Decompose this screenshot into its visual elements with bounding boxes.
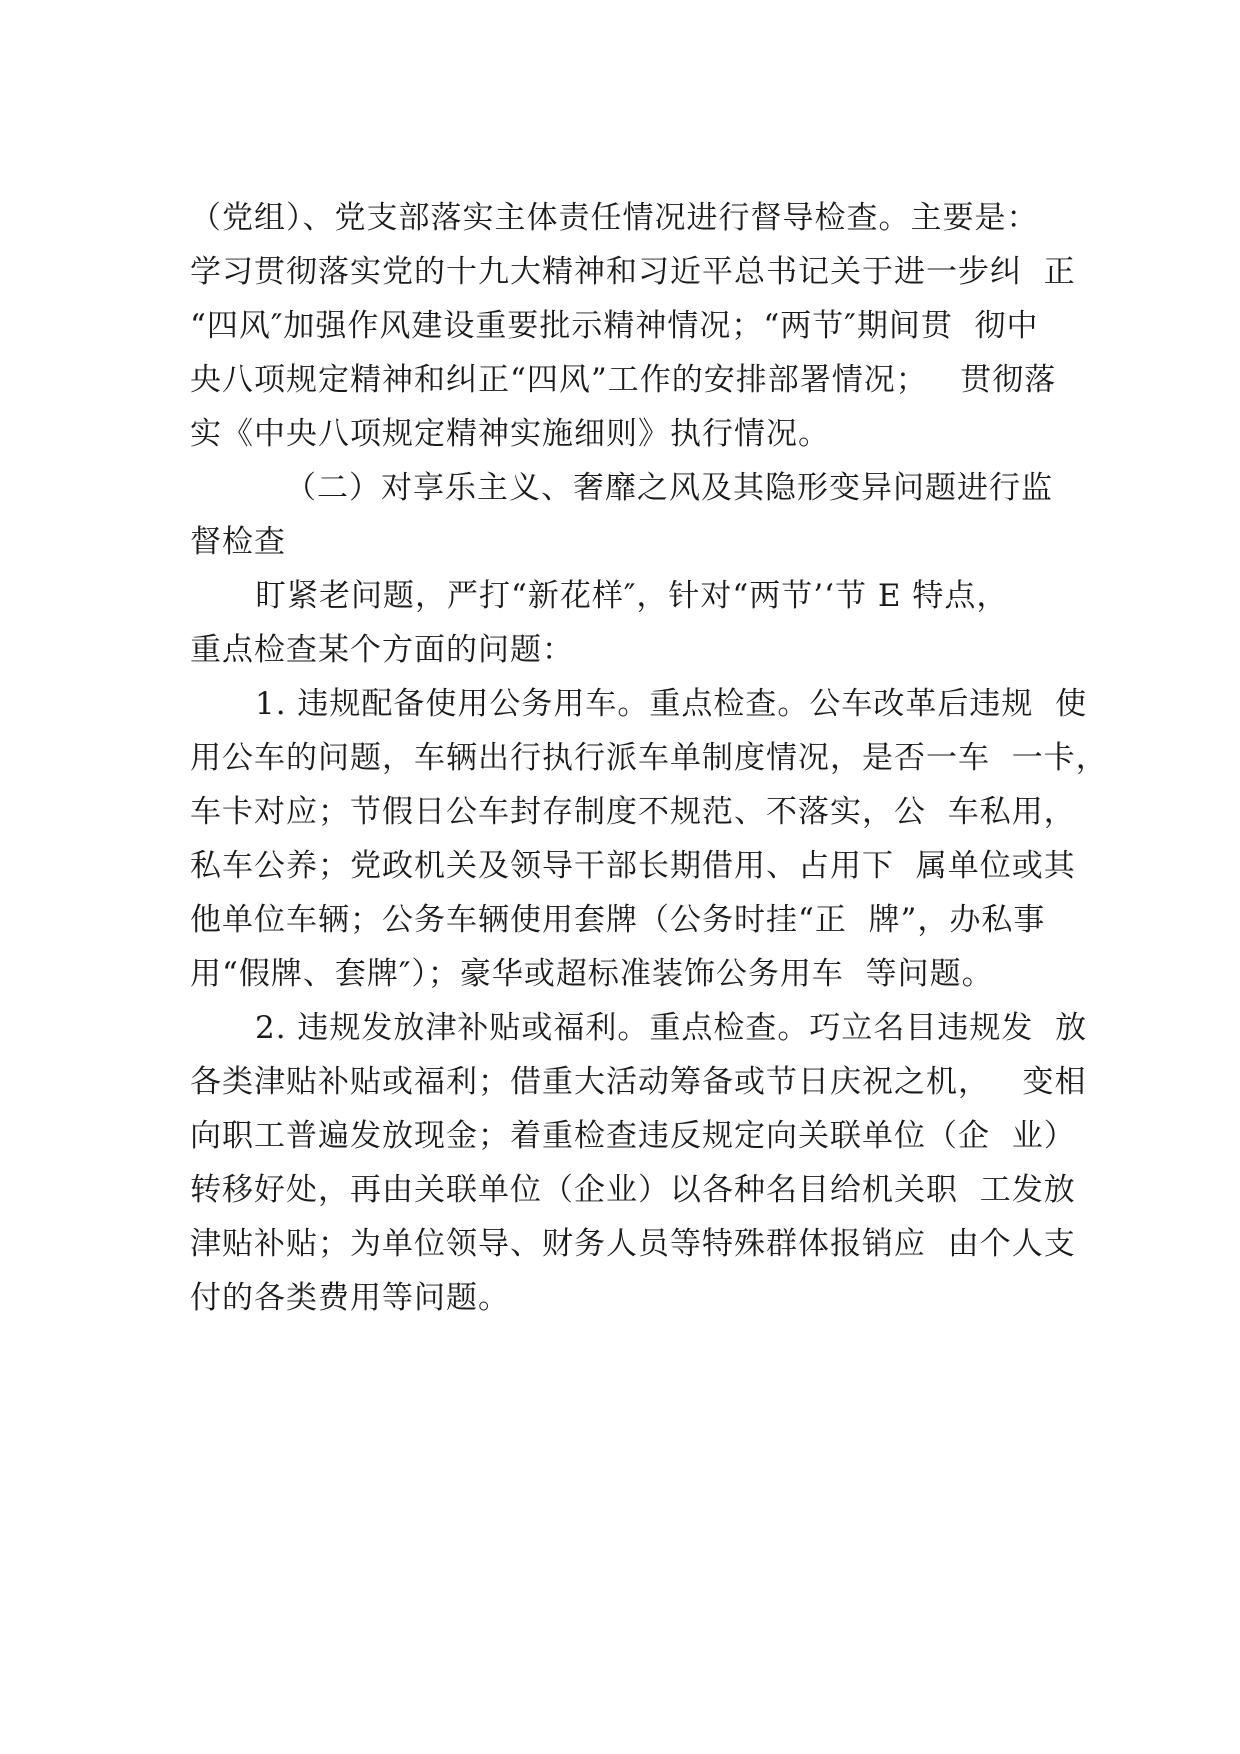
text-line: （党组）、党支部落实主体责任情况进行督导检查。主要是： <box>190 200 1039 236</box>
section-heading: （二）对享乐主义、奢靡之风及其隐形变异问题进行监 <box>285 470 1053 506</box>
text-line: 向职工普遍发放现金；着重检查违反规定向关联单位（企 业） <box>190 1118 1076 1154</box>
list-item-1-start: 1. 违规配备使用公务用车。重点检查。公车改革后违规 使 <box>255 686 1088 722</box>
text-line: 转移好处，再由关联单位（企业）以各种名目给机关职 工发放 <box>190 1172 1076 1208</box>
text-line: 付的各类费用等问题。 <box>190 1280 510 1316</box>
text-line: 用“假牌、套牌″）；豪华或超标准装饰公务用车 等问题。 <box>190 956 994 992</box>
text-line: 央八项规定精神和纠正“四风”工作的安排部署情况； 贯彻落 <box>190 362 1057 398</box>
text-line: 津贴补贴；为单位领导、财务人员等特殊群体报销应 由个人支 <box>190 1226 1076 1262</box>
text-line: 各类津贴补贴或福利；借重大活动筹备或节日庆祝之机， 变相 <box>190 1064 1087 1100</box>
text-line: 车卡对应；节假日公车封存制度不规范、不落实，公 车私用， <box>190 794 1076 830</box>
text-line: 私车公养；党政机关及领导干部长期借用、占用下 属单位或其 <box>190 848 1076 884</box>
text-line: 他单位车辆；公务车辆使用套牌（公务时挂“正 牌”，办私事 <box>190 902 1046 938</box>
text-line: 用公车的问题，车辆出行执行派车单制度情况，是否一车 一卡， <box>190 740 1108 776</box>
text-line: “四风″加强作风建设重要批示精神情况；“两节″期间贯 彻中 <box>190 308 1039 344</box>
section-heading-cont: 督检查 <box>190 524 286 560</box>
text-line: 重点检查某个方面的问题： <box>190 632 574 668</box>
text-line: 实《中央八项规定精神实施细则》执行情况。 <box>190 416 830 452</box>
text-line: 学习贯彻落实党的十九大精神和习近平总书记关于进一步纠 正 <box>190 254 1076 290</box>
list-item-2-start: 2. 违规发放津补贴或福利。重点检查。巧立名目违规发 放 <box>255 1010 1088 1046</box>
text-line: 盯紧老问题，严打“新花样″，针对“两节’‘节 E 特点， <box>255 578 1009 614</box>
